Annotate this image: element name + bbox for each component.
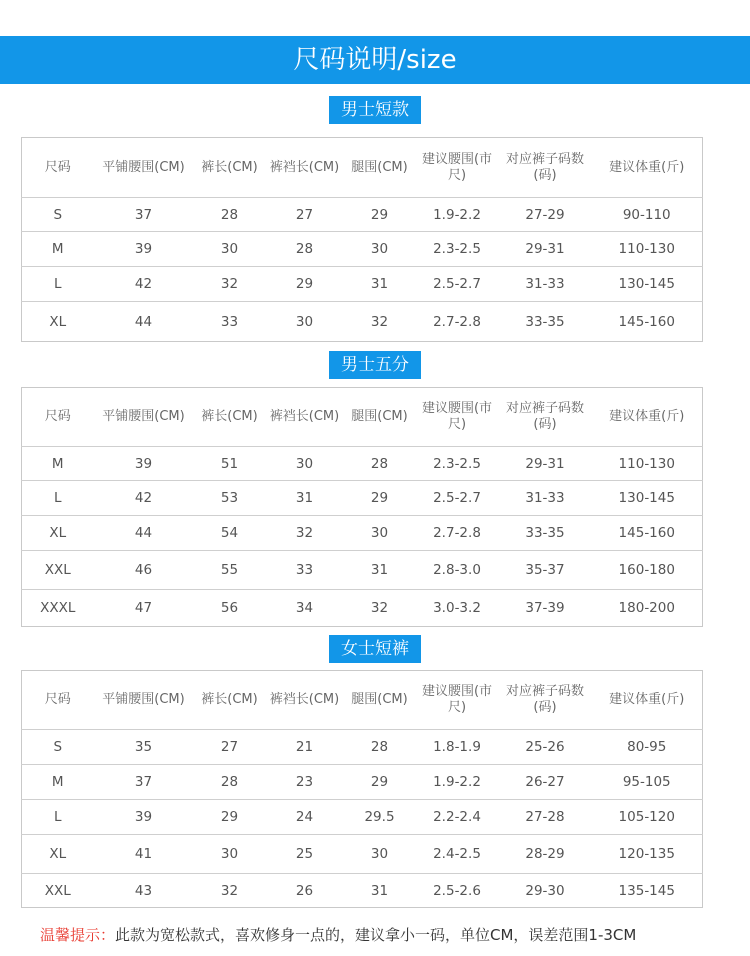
cell-suggested-waist: 2.5-2.7: [416, 267, 499, 302]
cell-waist: 46: [94, 551, 194, 590]
cell-weight: 110-130: [592, 447, 703, 481]
cell-suggested-waist: 2.8-3.0: [416, 551, 499, 590]
cell-suggested-waist: 1.9-2.2: [416, 198, 499, 232]
cell-size: S: [22, 198, 94, 232]
cell-leg: 29: [344, 765, 416, 800]
header-suggested-waist: 建议腰围(市尺): [421, 401, 493, 432]
header-suggested-waist: 建议腰围(市尺): [421, 684, 493, 715]
cell-leg: 31: [344, 551, 416, 590]
header-size: 尺码: [44, 692, 71, 707]
cell-pants-size: 27-28: [499, 800, 592, 835]
cell-size: XL: [22, 302, 94, 342]
cell-leg: 31: [344, 267, 416, 302]
cell-suggested-waist: 3.0-3.2: [416, 590, 499, 627]
cell-pants-size: 29-31: [499, 232, 592, 267]
cell-rise: 27: [266, 198, 344, 232]
section-title-label: 男士短款: [329, 96, 421, 124]
cell-waist: 39: [94, 800, 194, 835]
cell-leg: 29.5: [344, 800, 416, 835]
cell-pants-size: 28-29: [499, 835, 592, 874]
cell-rise: 30: [266, 302, 344, 342]
table-row: [22, 232, 703, 267]
cell-pants-size: 26-27: [499, 765, 592, 800]
cell-leg: 32: [344, 590, 416, 627]
cell-waist: 44: [94, 302, 194, 342]
cell-weight: 80-95: [592, 730, 703, 765]
cell-length: 55: [194, 551, 266, 590]
section-title-label: 女士短裤: [329, 635, 421, 663]
cell-waist: 44: [94, 516, 194, 551]
cell-suggested-waist: 2.5-2.6: [416, 874, 499, 908]
cell-length: 32: [194, 267, 266, 302]
cell-length: 56: [194, 590, 266, 627]
cell-rise: 29: [266, 267, 344, 302]
cell-length: 33: [194, 302, 266, 342]
cell-pants-size: 35-37: [499, 551, 592, 590]
cell-weight: 160-180: [592, 551, 703, 590]
cell-size: L: [22, 481, 94, 516]
cell-size: XXXL: [22, 590, 94, 627]
header-length: 裤长(CM): [201, 692, 258, 707]
size-table-mens-half: [21, 387, 703, 627]
header-waist: 平铺腰围(CM): [102, 409, 185, 424]
cell-weight: 145-160: [592, 516, 703, 551]
cell-waist: 39: [94, 232, 194, 267]
cell-size: XL: [22, 516, 94, 551]
section-title-mens-short: [0, 96, 750, 124]
cell-leg: 32: [344, 302, 416, 342]
cell-suggested-waist: 2.5-2.7: [416, 481, 499, 516]
cell-waist: 37: [94, 765, 194, 800]
cell-pants-size: 27-29: [499, 198, 592, 232]
cell-leg: 28: [344, 447, 416, 481]
header-pants-size: 对应裤子码数(码): [505, 401, 584, 432]
cell-size: L: [22, 800, 94, 835]
cell-weight: 145-160: [592, 302, 703, 342]
table-row: [22, 765, 703, 800]
header-length: 裤长(CM): [201, 409, 258, 424]
table-row: [22, 835, 703, 874]
cell-pants-size: 33-35: [499, 302, 592, 342]
header-leg: 腿围(CM): [351, 159, 408, 175]
section-title-womens-short: [0, 635, 750, 663]
cell-leg: 29: [344, 198, 416, 232]
table-header-row: [22, 671, 703, 730]
cell-weight: 105-120: [592, 800, 703, 835]
header-leg: 腿围(CM): [351, 409, 408, 424]
cell-length: 30: [194, 835, 266, 874]
size-table-womens-short: [21, 670, 703, 908]
header-suggested-waist: 建议腰围(市尺): [421, 151, 493, 183]
cell-pants-size: 29-30: [499, 874, 592, 908]
cell-rise: 24: [266, 800, 344, 835]
table-row: [22, 198, 703, 232]
cell-suggested-waist: 2.3-2.5: [416, 232, 499, 267]
table-header-row: [22, 388, 703, 447]
header-pants-size: 对应裤子码数(码): [505, 151, 584, 183]
header-leg: 腿围(CM): [351, 692, 408, 707]
cell-length: 30: [194, 232, 266, 267]
cell-weight: 130-145: [592, 267, 703, 302]
cell-rise: 25: [266, 835, 344, 874]
cell-size: S: [22, 730, 94, 765]
header-size: 尺码: [44, 159, 71, 175]
cell-size: M: [22, 765, 94, 800]
cell-leg: 31: [344, 874, 416, 908]
cell-weight: 110-130: [592, 232, 703, 267]
footnote: [40, 924, 636, 945]
table-row: [22, 590, 703, 627]
table-row: [22, 800, 703, 835]
header-weight: 建议体重(斤): [609, 409, 685, 424]
cell-size: XXL: [22, 551, 94, 590]
table-row: [22, 481, 703, 516]
cell-leg: 30: [344, 835, 416, 874]
table-row: [22, 874, 703, 908]
header-weight: 建议体重(斤): [609, 692, 685, 707]
cell-weight: 120-135: [592, 835, 703, 874]
cell-suggested-waist: 2.7-2.8: [416, 302, 499, 342]
table-row: [22, 302, 703, 342]
cell-waist: 42: [94, 267, 194, 302]
cell-pants-size: 33-35: [499, 516, 592, 551]
cell-pants-size: 31-33: [499, 481, 592, 516]
cell-rise: 33: [266, 551, 344, 590]
section-title-mens-half: [0, 351, 750, 379]
cell-pants-size: 31-33: [499, 267, 592, 302]
cell-size: L: [22, 267, 94, 302]
cell-length: 53: [194, 481, 266, 516]
table-row: [22, 267, 703, 302]
page-title: 尺码说明/size: [293, 45, 457, 75]
cell-weight: 180-200: [592, 590, 703, 627]
cell-waist: 35: [94, 730, 194, 765]
cell-rise: 34: [266, 590, 344, 627]
cell-rise: 30: [266, 447, 344, 481]
cell-size: XL: [22, 835, 94, 874]
header-size: 尺码: [44, 409, 71, 424]
cell-length: 54: [194, 516, 266, 551]
cell-size: XXL: [22, 874, 94, 908]
cell-length: 32: [194, 874, 266, 908]
header-pants-size: 对应裤子码数(码): [505, 684, 584, 715]
header-rise: 裤裆长(CM): [269, 409, 340, 424]
cell-pants-size: 37-39: [499, 590, 592, 627]
header-rise: 裤裆长(CM): [269, 159, 340, 175]
cell-waist: 37: [94, 198, 194, 232]
cell-weight: 95-105: [592, 765, 703, 800]
cell-leg: 30: [344, 232, 416, 267]
cell-length: 28: [194, 198, 266, 232]
footnote-label: 温馨提示：: [40, 926, 116, 944]
cell-length: 51: [194, 447, 266, 481]
cell-rise: 32: [266, 516, 344, 551]
cell-suggested-waist: 1.8-1.9: [416, 730, 499, 765]
cell-length: 28: [194, 765, 266, 800]
cell-waist: 43: [94, 874, 194, 908]
cell-leg: 28: [344, 730, 416, 765]
table-header-row: [22, 138, 703, 198]
header-waist: 平铺腰围(CM): [102, 692, 185, 707]
cell-pants-size: 25-26: [499, 730, 592, 765]
cell-suggested-waist: 2.2-2.4: [416, 800, 499, 835]
cell-length: 29: [194, 800, 266, 835]
header-rise: 裤裆长(CM): [269, 692, 340, 707]
cell-suggested-waist: 2.4-2.5: [416, 835, 499, 874]
cell-waist: 41: [94, 835, 194, 874]
cell-weight: 90-110: [592, 198, 703, 232]
table-row: [22, 551, 703, 590]
cell-size: M: [22, 447, 94, 481]
size-table-mens-short: [21, 137, 703, 342]
cell-rise: 31: [266, 481, 344, 516]
cell-suggested-waist: 1.9-2.2: [416, 765, 499, 800]
cell-waist: 47: [94, 590, 194, 627]
cell-pants-size: 29-31: [499, 447, 592, 481]
cell-rise: 21: [266, 730, 344, 765]
section-title-label: 男士五分: [329, 351, 421, 379]
footnote-text: 此款为宽松款式，喜欢修身一点的，建议拿小一码，单位CM，误差范围1-3CM: [115, 926, 637, 944]
cell-weight: 130-145: [592, 481, 703, 516]
header-length: 裤长(CM): [201, 159, 258, 175]
cell-suggested-waist: 2.7-2.8: [416, 516, 499, 551]
cell-suggested-waist: 2.3-2.5: [416, 447, 499, 481]
cell-leg: 30: [344, 516, 416, 551]
cell-waist: 42: [94, 481, 194, 516]
cell-rise: 23: [266, 765, 344, 800]
table-row: [22, 730, 703, 765]
cell-waist: 39: [94, 447, 194, 481]
header-waist: 平铺腰围(CM): [102, 159, 185, 175]
table-row: [22, 447, 703, 481]
cell-rise: 28: [266, 232, 344, 267]
table-row: [22, 516, 703, 551]
cell-length: 27: [194, 730, 266, 765]
page-title-banner: [0, 36, 750, 84]
cell-rise: 26: [266, 874, 344, 908]
cell-weight: 135-145: [592, 874, 703, 908]
header-weight: 建议体重(斤): [609, 159, 685, 175]
cell-size: M: [22, 232, 94, 267]
cell-leg: 29: [344, 481, 416, 516]
